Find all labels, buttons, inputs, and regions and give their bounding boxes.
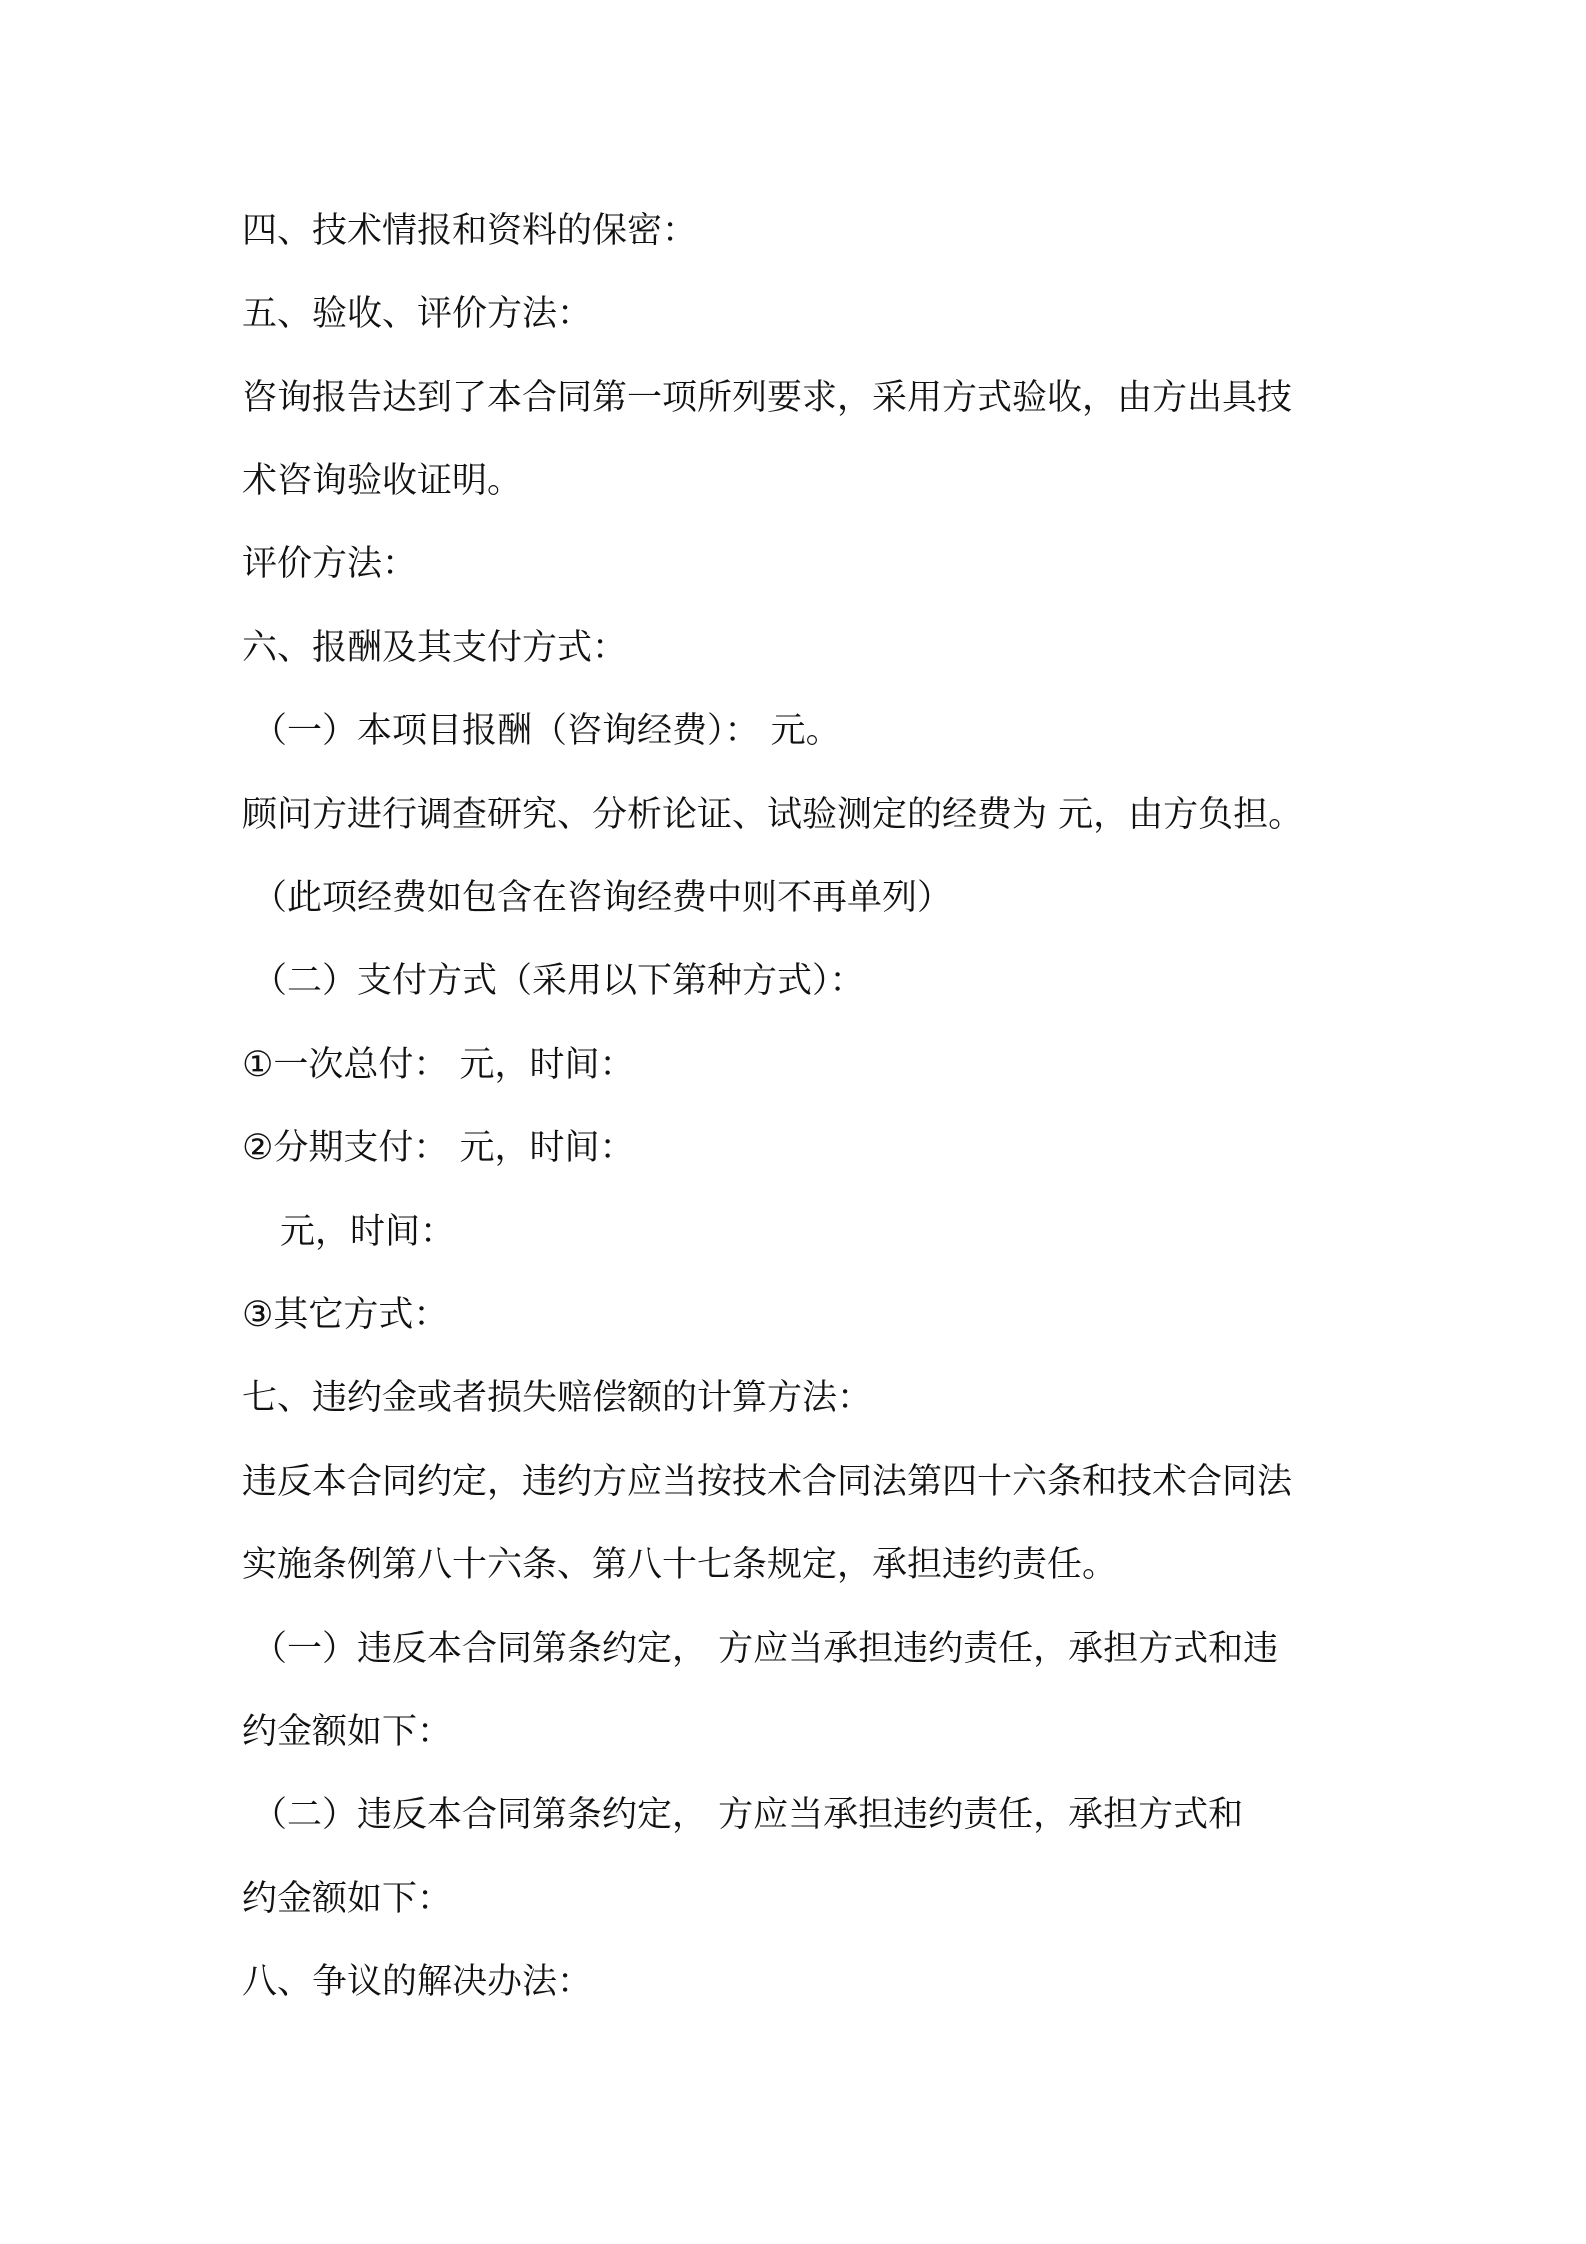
section-5-heading: 五、验收、评价方法： [242,294,593,334]
section-6-heading: 六、报酬及其支付方式： [242,628,628,668]
acceptance-text-line-2: 术咨询验收证明。 [242,461,523,501]
acceptance-text-line-1: 咨询报告达到了本合同第一项所列要求，采用方式验收，由方出具技 [242,378,1293,418]
research-fee-line: 顾问方进行调查研究、分析论证、试验测定的经费为 元，由方负担。 [242,795,1304,835]
breach-item-2-line-2: 约金额如下： [242,1879,453,1919]
payment-option-2-continued: 元，时间： [280,1212,456,1252]
liability-text-line-1: 违反本合同约定，违约方应当按技术合同法第四十六条和技术合同法 [242,1462,1293,1502]
breach-item-1-line-2: 约金额如下： [242,1712,453,1752]
payment-option-3: ③其它方式： [242,1295,449,1335]
section-8-heading: 八、争议的解决办法： [242,1962,593,2002]
breach-item-1-line-1: （一）违反本合同第条约定， 方应当承担违约责任，承担方式和违 [252,1629,1279,1669]
evaluation-method-label: 评价方法： [242,544,418,584]
fee-item-1: （一）本项目报酬（咨询经费）： 元。 [252,711,841,751]
section-4-heading: 四、技术情报和资料的保密： [242,211,698,251]
payment-option-2: ②分期支付： 元，时间： [242,1128,635,1168]
liability-text-line-2: 实施条例第八十六条、第八十七条规定，承担违约责任。 [242,1545,1118,1585]
payment-method-heading: （二）支付方式（采用以下第种方式）： [252,961,865,1001]
research-fee-note: （此项经费如包含在咨询经费中则不再单列） [252,878,953,918]
payment-option-1: ①一次总付： 元，时间： [242,1045,635,1085]
section-7-heading: 七、违约金或者损失赔偿额的计算方法： [242,1378,873,1418]
breach-item-2-line-1: （二）违反本合同第条约定， 方应当承担违约责任，承担方式和 [252,1795,1244,1835]
